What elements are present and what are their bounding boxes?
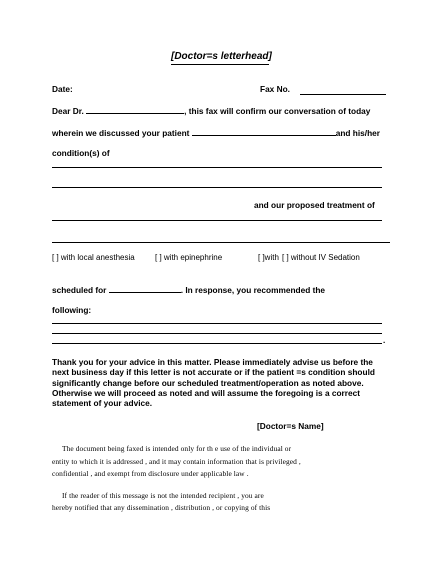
condition-label: condition(s) of [52,148,110,158]
scheduled-prefix: scheduled for [52,285,107,295]
notice-line-4: If the reader of this message is not the intended recipient , you are [62,491,264,500]
option-without-iv-sedation[interactable]: [ ] without IV Sedation [282,253,360,262]
recommendation-period: . [383,335,386,345]
option-local-anesthesia[interactable]: [ ] with local anesthesia [52,253,135,262]
salutation-prefix: Dear Dr. [52,106,84,116]
treatment-field-line-1[interactable] [52,220,382,221]
notice-line-1: The document being faxed is intended only for th e use of the individual or [62,444,292,453]
doctor-name-field[interactable] [86,105,184,114]
salutation-line [52,105,370,116]
fax-number-label: Fax No. [260,84,290,94]
treatment-field-line-2[interactable] [52,242,390,243]
recommendation-line-1[interactable] [52,323,382,324]
option-epinephrine[interactable]: [ ] with epinephrine [155,253,223,262]
fax-number-field[interactable] [300,94,386,95]
option-with[interactable]: [ ]with [258,253,279,262]
notice-line-5: hereby notified that any dissemination , distribution , or copying of this [52,503,271,512]
salutation-suffix: , this fax will confirm our conversation of today [184,106,371,116]
scheduled-date-field[interactable] [109,284,181,293]
letterhead-title: [Doctor=s letterhead] [171,51,272,62]
treatment-label: and our proposed treatment of [254,200,375,210]
scheduled-line [52,284,325,295]
notice-line-2: entity to which it is addressed , and it may contain information that is privileged , [52,457,301,466]
recommendation-line-3[interactable] [52,343,382,344]
doctor-signature: [Doctor=s Name] [257,421,324,431]
patient-line [52,127,380,138]
letterhead-underline [171,64,269,65]
recommendation-line-2[interactable] [52,333,382,334]
date-label: Date: [52,84,73,94]
condition-field-line-2[interactable] [52,187,382,188]
patient-prefix: wherein we discussed your patient [52,128,190,138]
notice-line-3: confidential , and exempt from disclosure under applicable law . [52,469,249,478]
patient-suffix: and his/her [335,128,380,138]
following-label: following: [52,305,92,315]
patient-name-field[interactable] [192,127,336,136]
scheduled-suffix: . In response, you recommended the [180,285,326,295]
condition-field-line-1[interactable] [52,167,382,168]
advice-paragraph: Thank you for your advice in this matter. Please immediately advise us before the next business day if this letter is not accurate or if the patient =s condition should significantly change before our scheduled treatment/operation as noted above. Otherwise we will proceed as noted and will assume the foregoing is a correct statement of your advice. [52,357,375,409]
